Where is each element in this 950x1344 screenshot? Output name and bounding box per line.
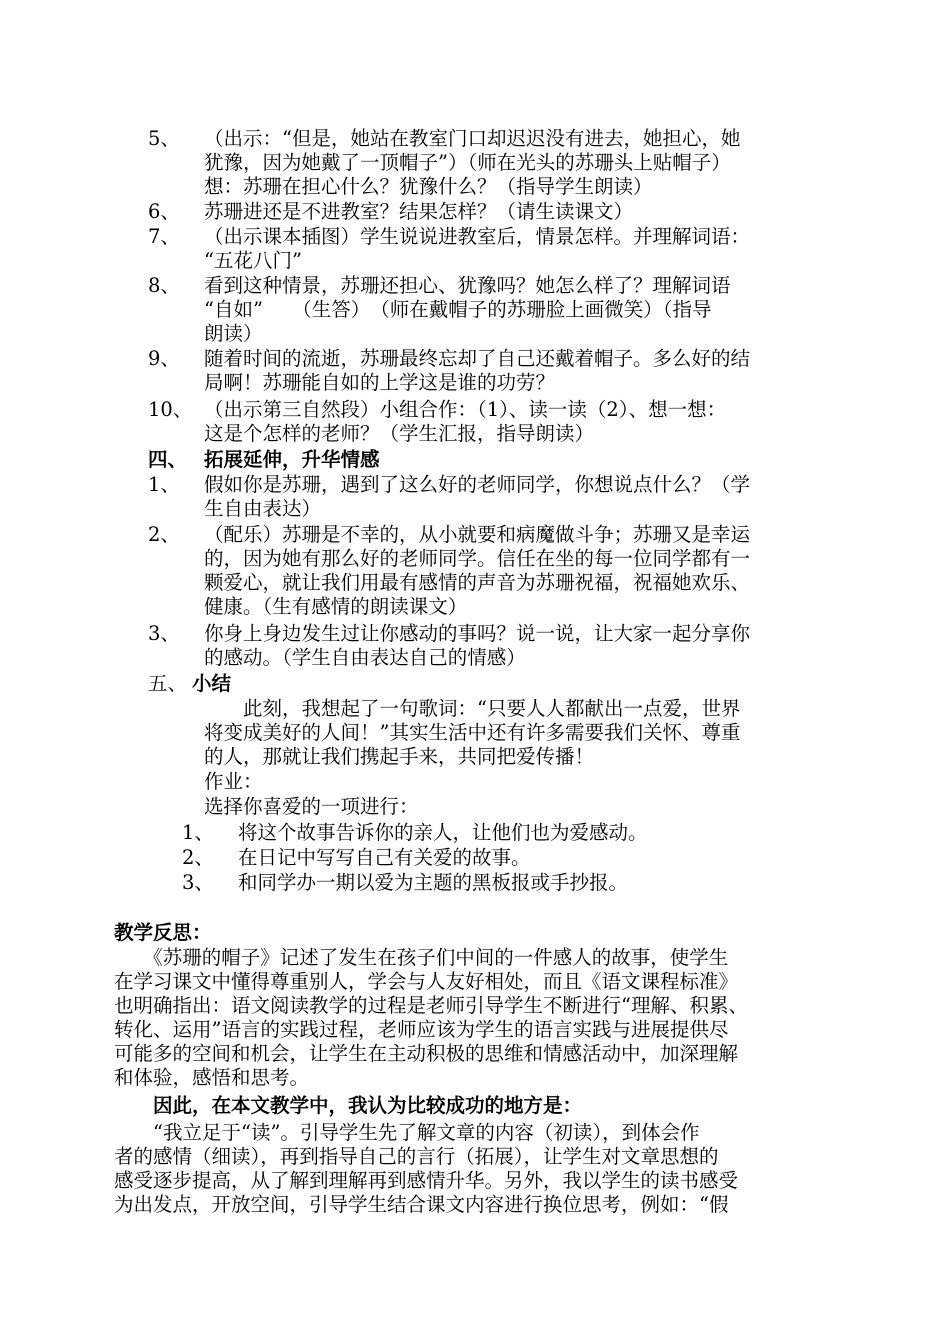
homework-number: 2、 [182, 846, 214, 869]
step-line: 朗读） [204, 322, 263, 345]
reflection-line: 和体验，感悟和思考。 [114, 1066, 310, 1089]
reflection-line: 也明确指出：语文阅读教学的过程是老师引导学生不断进行“理解、积累、 [114, 994, 748, 1017]
step-line: 看到这种情景，苏珊还担心、犹豫吗？她怎么样了？理解词语 [204, 274, 731, 297]
step-number: 5、 [148, 127, 180, 150]
step-line: 局啊！苏珊能自如的上学这是谁的功劳？ [204, 371, 556, 394]
section-number: 五、 [148, 672, 188, 695]
step-number: 6、 [148, 200, 180, 223]
reflection-line: 为出发点，开放空间，引导学生结合课文内容进行换位思考，例如：“假 [114, 1193, 729, 1216]
item-line: 颗爱心，就让我们用最有感情的声音为苏珊祝福，祝福她欢乐、 [204, 571, 751, 594]
step-line: “五花八门” [204, 249, 302, 272]
item-line: 生自由表达） [204, 497, 322, 520]
homework-text: 和同学办一期以爱为主题的黑板报或手抄报。 [238, 871, 629, 894]
summary-line: 作业： [204, 770, 263, 793]
item-line: 你身上身边发生过让你感动的事吗？说一说，让大家一起分享你 [204, 622, 751, 645]
item-number: 1、 [148, 473, 180, 496]
step-line: （出示：“但是，她站在教室门口却迟迟没有进去，她担心，她 [204, 127, 741, 150]
step-line: 这是个怎样的老师？（学生汇报，指导朗读） [204, 422, 595, 445]
section-heading: 小结 [192, 672, 232, 695]
reflection-line: 在学习课文中懂得尊重别人，学会与人友好相处，而且《语文课程标准》 [114, 970, 739, 993]
reflection-subheading: 因此，在本文教学中，我认为比较成功的地方是： [114, 1094, 583, 1117]
item-line: 健康。（生有感情的朗读课文） [204, 595, 468, 618]
step-number: 9、 [148, 347, 180, 370]
step-line: 想：苏珊在担心什么？犹豫什么？（指导学生朗读） [204, 175, 653, 198]
step-number: 10、 [148, 398, 193, 421]
step-line: “自如” （生答） （师在戴帽子的苏珊脸上画微笑）（指导 [204, 298, 712, 321]
summary-line: 将变成美好的人间！”其实生活中还有许多需要我们关怀、尊重 [204, 721, 741, 744]
reflection-line: 感受逐步提高，从了解到理解再到感情升华。另外，我以学生的读书感受 [114, 1169, 739, 1192]
item-line: 的感动。（学生自由表达自己的情感） [204, 646, 526, 669]
reflection-line: “我立足于“读”。引导学生先了解文章的内容（初读），到体会作 [114, 1121, 700, 1144]
reflection-line: 转化、运用”语言的实践过程，老师应该为学生的语言实践与进展提供尽 [114, 1018, 729, 1041]
step-line: （出示课本插图）学生说说进教室后，情景怎样。并理解词语： [204, 225, 751, 248]
summary-line: 选择你喜爱的一项进行： [204, 795, 419, 818]
homework-number: 1、 [182, 821, 214, 844]
item-line: （配乐）苏珊是不幸的，从小就要和病魔做斗争；苏珊又是幸运 [204, 523, 751, 546]
section-heading: 拓展延伸，升华情感 [204, 448, 380, 471]
step-line: 随着时间的流逝，苏珊最终忘却了自己还戴着帽子。多么好的结 [204, 347, 751, 370]
step-number: 8、 [148, 274, 180, 297]
item-line: 假如你是苏珊，遇到了这么好的老师同学，你想说点什么？（学 [204, 473, 751, 496]
step-line: 犹豫，因为她戴了一顶帽子”）（师在光头的苏珊头上贴帽子） [204, 151, 731, 174]
reflection-line: 《苏珊的帽子》记述了发生在孩子们中间的一件感人的故事，使学生 [114, 946, 729, 969]
item-number: 3、 [148, 622, 180, 645]
reflection-line: 可能多的空间和机会，让学生在主动积极的思维和情感活动中，加深理解 [114, 1042, 739, 1065]
item-line: 的，因为她有那么好的老师同学。信任在坐的每一位同学都有一 [204, 547, 751, 570]
reflection-heading: 教学反思： [114, 921, 212, 944]
step-line: （出示第三自然段）小组合作：（1）、读一读（2）、想一想： [204, 398, 727, 421]
summary-line: 此刻，我想起了一句歌词：“只要人人都献出一点爱，世界 [204, 697, 741, 720]
homework-text: 在日记中写写自己有关爱的故事。 [238, 846, 531, 869]
step-line: 苏珊进还是不进教室？结果怎样？（请生读课文） [204, 200, 634, 223]
step-number: 7、 [148, 225, 180, 248]
summary-line: 的人，那就让我们携起手来，共同把爱传播！ [204, 745, 595, 768]
homework-number: 3、 [182, 871, 214, 894]
reflection-line: 者的感情（细读），再到指导自己的言行（拓展），让学生对文章思想的 [114, 1145, 719, 1168]
item-number: 2、 [148, 523, 180, 546]
section-number: 四、 [148, 448, 188, 471]
homework-text: 将这个故事告诉你的亲人，让他们也为爱感动。 [238, 821, 648, 844]
